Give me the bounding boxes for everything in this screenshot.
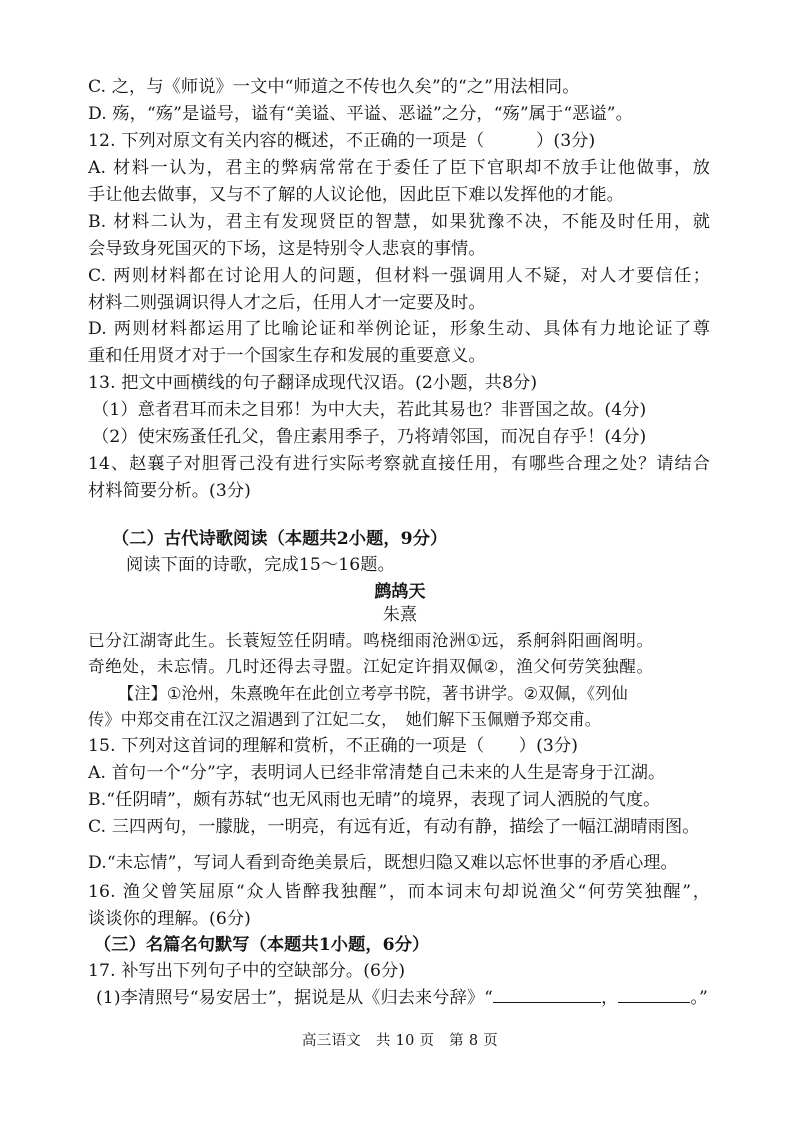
q11-option-c: C. 之，与《师说》一文中“师道之不传也久矣”的“之”用法相同。 [88,77,580,97]
q12-option-c-line-2: 材料二则强调识得人才之后，任用人才一定要及时。 [88,293,486,313]
poem-note-line-1: 【注】①沧州，朱熹晚年在此创立考亭书院，著书讲学。②双佩，《列仙 [118,684,628,703]
q12-option-a-line-1: A. 材料一认为，君主的弊病常常在于委任了臣下官职却不放手让他做事，放 [88,158,710,178]
q17-item-1-end: 。” [690,988,708,1008]
q13-item-1: （1）意者君耳而未之目邪！为中大夫，若此其易也？非晋国之故。(4分) [92,400,647,420]
q15-option-c: C. 三四两句，一朦胧，一明亮，有远有近，有动有静，描绘了一幅江湖晴雨图。 [88,817,700,837]
q17-item-1-separator: ， [601,988,619,1008]
q15-option-d: D.“未忘情”，写词人看到奇绝美景后，既想归隐又难以忘怀世事的矛盾心理。 [88,853,678,873]
q12-option-a-line-2: 手让他去做事，又与不了解的人议论他，因此臣下难以发挥他的才能。 [88,185,624,205]
q15-option-a: A. 首句一个“分”字，表明词人已经非常清楚自己未来的人生是寄身于江湖。 [88,763,666,783]
poem-title: 鹧鸪天 [374,582,426,602]
q17-stem: 17. 补写出下列句子中的空缺部分。(6分) [88,961,406,981]
section-3-heading: （三）名篇名句默写（本题共1小题，6分） [94,935,430,955]
q14-line-2: 材料简要分析。(3分) [88,481,251,501]
section-2-heading: （二）古代诗歌阅读（本题共2小题，9分） [112,529,448,549]
q13-item-2: （2）使宋殇蚤任孔父，鲁庄素用季子，乃将靖邻国，而况自存乎！(4分) [92,427,647,447]
q17-item-1-text: (1)李清照号“易安居士”，据说是从《归去来兮辞》“ [96,988,494,1008]
q12-option-b-line-2: 会导致身死国灭的下场，这是特别令人悲哀的事情。 [88,239,486,259]
poem-author: 朱熹 [382,605,418,625]
poem-note-line-2: 传》中郑交甫在江汉之湄遇到了江妃二女， 她们解下玉佩赠予郑交甫。 [88,710,602,729]
q12-option-c-line-1: C. 两则材料都在讨论用人的问题，但材料一强调用人不疑，对人才要信任； [88,266,710,286]
q12-option-d-line-2: 重和任用贤才对于一个国家生存和发展的重要意义。 [88,346,486,366]
q14-line-1: 14、赵襄子对胆胥己没有进行实际考察就直接任用，有哪些合理之处？请结合 [88,454,710,474]
q13-stem: 13. 把文中画横线的句子翻译成现代汉语。(2小题，共8分) [88,373,538,393]
q12-stem: 12. 下列对原文有关内容的概述，不正确的一项是（ ）(3分) [88,131,596,151]
poem-line-2: 奇绝处，未忘情。几时还得去寻盟。江妃定许捐双佩②，渔父何劳笑独醒。 [88,657,654,676]
poem-line-1: 已分江湖寄此生。长蓑短笠任阴晴。鸣桡细雨沧洲①远，系舸斜阳画阁明。 [88,631,654,650]
q15-option-b: B.“任阴晴”，颇有苏轼“也无风雨也无晴”的境界，表现了词人洒脱的气度。 [88,790,661,810]
page-footer: 高三语文 共 10 页 第 8 页 [301,1033,499,1049]
q12-option-d-line-1: D. 两则材料都运用了比喻论证和举例论证，形象生动、具体有力地论证了尊 [88,319,710,339]
q12-option-b-line-1: B. 材料二认为，君主有发现贤臣的智慧，如果犹豫不决，不能及时任用，就 [88,212,710,232]
q16-line-2: 谈谈你的理解。(6分) [88,909,251,929]
q17-item-1 [96,987,708,1009]
section-2-instruction: 阅读下面的诗歌，完成15～16题。 [126,555,395,575]
answer-blank-2[interactable] [618,987,690,1003]
q11-option-d: D. 殇，“殇”是谥号，谥有“美谥、平谥、恶谥”之分，“殇”属于“恶谥”。 [88,104,633,124]
q15-stem: 15. 下列对这首词的理解和赏析，不正确的一项是（ ）(3分) [88,736,579,756]
q16-line-1: 16. 渔父曾笑屈原“众人皆醉我独醒”，而本词末句却说渔父“何劳笑独醒”， [88,882,710,902]
answer-blank-1[interactable] [493,987,601,1003]
